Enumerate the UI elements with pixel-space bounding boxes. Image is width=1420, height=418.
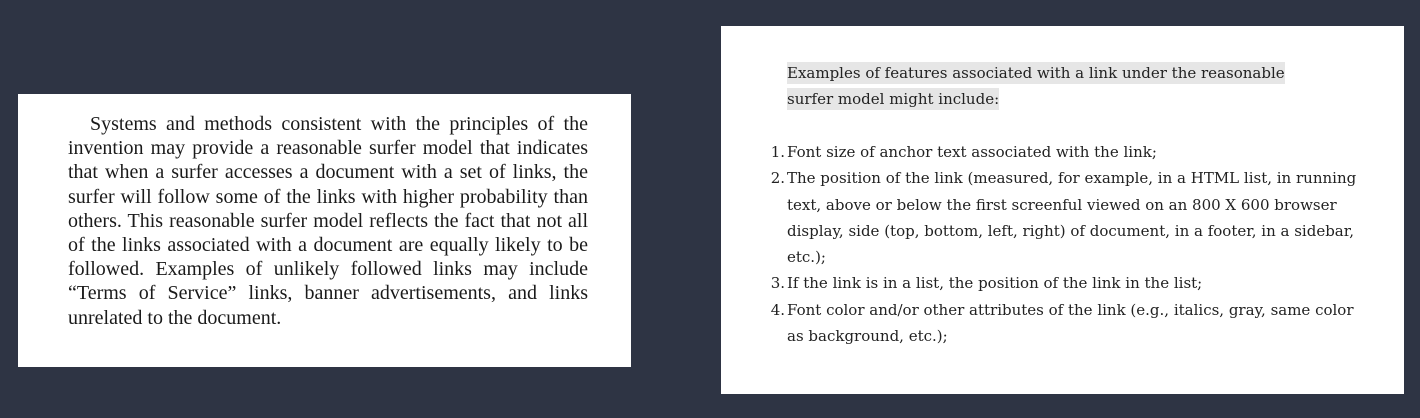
list-item (770, 270, 1357, 296)
patent-paragraph: Systems and methods consistent with the principles of the invention may provide a reasonable surfer model that indicates that when a surfer accesses a document with a set of links, the surfer will follow some of the links with higher probability than others. This reasonable surfer model reflects the fact that not all of the links associated with a document are equally likely to be followed. Examples of unlikely followed links may include “Terms of Service” links, banner advertisements, and links unrelated to the document. (68, 113, 588, 329)
patent-excerpt-card (18, 94, 631, 367)
list-item-text: If the link is in a list, the position of the link in the list; (787, 274, 1203, 293)
features-excerpt-card (721, 26, 1404, 394)
list-item-number: 4. (770, 300, 785, 319)
list-item-text: The position of the link (measured, for example, in a HTML list, in running text, above or below the first screenful viewed on an 800 X 600 browser display, side (top, bottom, left, right) of document, in a footer, in a sidebar, etc.); (787, 169, 1357, 267)
highlighted-intro-text: Examples of features associated with a link under the reasonable surfer model might include: (787, 64, 1285, 109)
list-item (770, 139, 1357, 165)
list-item-number: 1. (770, 143, 785, 161)
list-item-number: 2. (770, 169, 785, 188)
features-list (770, 139, 1357, 349)
list-item-number: 3. (770, 274, 785, 293)
list-item (770, 165, 1357, 270)
features-intro (787, 60, 1321, 113)
list-item-text: Font color and/or other attributes of the link (e.g., italics, gray, same color as background, etc.); (787, 300, 1354, 346)
list-item-text: Font size of anchor text associated with the link; (787, 143, 1157, 161)
list-item (770, 297, 1357, 350)
